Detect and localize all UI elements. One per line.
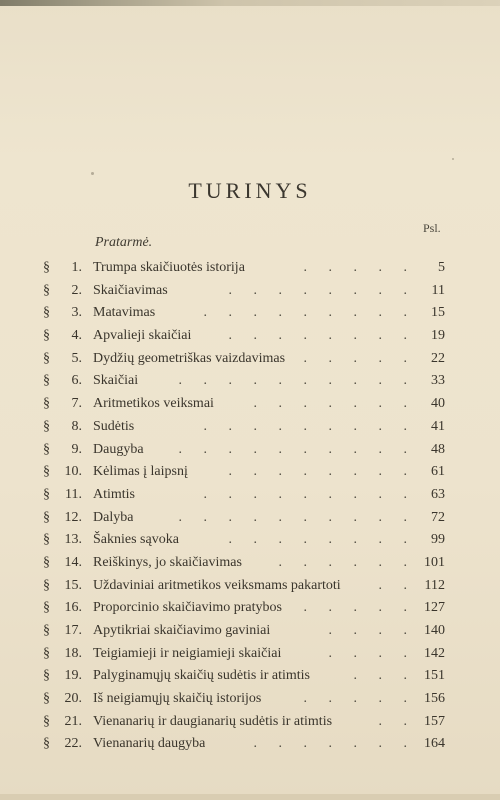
- section-number: 17.: [64, 623, 82, 638]
- section-sign: §: [43, 713, 50, 729]
- section-title: Proporcinio skaičiavimo pratybos: [93, 600, 282, 616]
- paper-speck: [452, 158, 454, 160]
- toc-entry: [0, 439, 500, 462]
- section-sign: §: [43, 623, 50, 638]
- section-sign: §: [43, 668, 50, 684]
- toc-entry: [0, 552, 500, 575]
- toc-entry: [0, 348, 500, 371]
- dot-leader: . .: [378, 577, 416, 593]
- page-edge-bottom: [0, 794, 500, 800]
- toc-entry: [0, 711, 500, 734]
- page-number: 151: [424, 668, 445, 684]
- section-title: Sudėtis: [93, 418, 135, 434]
- dot-leader: . . . . . . . . . .: [178, 373, 416, 389]
- toc-entry: [0, 325, 500, 348]
- section-number: 21.: [64, 713, 82, 729]
- section-title: Iš neigiamųjų skaičių istorijos: [93, 691, 262, 707]
- dot-leader: . . . .: [328, 645, 416, 661]
- dot-leader: . . . . . . . . .: [203, 418, 416, 434]
- section-title: Matavimas: [93, 305, 156, 321]
- section-title: Dalyba: [93, 509, 134, 525]
- page-number: 15: [431, 305, 445, 321]
- toc-entry: [0, 484, 500, 507]
- section-sign: §: [43, 464, 50, 480]
- section-title: Vienanarių ir daugianarių sudėtis ir atimtis: [93, 713, 333, 729]
- section-title: Skaičiai: [93, 373, 139, 389]
- toc-entry: [0, 507, 500, 530]
- section-title: Apytikriai skaičiavimo gaviniai: [93, 623, 271, 638]
- section-number: 1.: [71, 260, 82, 275]
- dot-leader: . . . . . . .: [253, 396, 416, 412]
- section-number: 4.: [71, 328, 82, 344]
- dot-leader: . . . .: [328, 623, 416, 638]
- page-number: 101: [424, 554, 445, 570]
- section-title: Apvalieji skaičiai: [93, 328, 192, 344]
- toc-entry: [0, 416, 500, 439]
- dot-leader: . . . . .: [303, 691, 416, 707]
- section-sign: §: [43, 486, 50, 502]
- section-title: Daugyba: [93, 441, 144, 457]
- section-sign: §: [43, 532, 50, 548]
- dot-leader: . . . . . . .: [253, 736, 416, 752]
- section-sign: §: [43, 418, 50, 434]
- paper-speck: [91, 172, 94, 175]
- dot-leader: . . . . . .: [278, 554, 416, 570]
- page-number: 142: [424, 645, 445, 661]
- page-number: 140: [424, 623, 445, 638]
- toc-entry: [0, 461, 500, 484]
- section-number: 9.: [71, 441, 82, 457]
- section-sign: §: [43, 373, 50, 389]
- toc-entry: [0, 688, 500, 711]
- section-number: 20.: [64, 691, 82, 707]
- dot-leader: . . . . . . . . .: [203, 305, 416, 321]
- section-sign: §: [43, 691, 50, 707]
- section-number: 2.: [71, 282, 82, 298]
- dot-leader: . . . . . . . .: [228, 328, 416, 344]
- page-number: 33: [431, 373, 445, 389]
- section-number: 13.: [64, 532, 82, 548]
- section-number: 18.: [64, 645, 82, 661]
- page-title: TURINYS: [188, 178, 312, 203]
- section-title: Teigiamieji ir neigiamieji skaičiai: [93, 645, 282, 661]
- section-number: 7.: [71, 396, 82, 412]
- section-title: Palyginamųjų skaičių sudėtis ir atimtis: [93, 668, 310, 684]
- page-number: 40: [431, 396, 445, 412]
- page-number: 61: [431, 464, 445, 480]
- page-number: 72: [431, 509, 445, 525]
- toc-entry: [0, 733, 500, 756]
- section-sign: §: [43, 396, 50, 412]
- toc-entry: [0, 529, 500, 552]
- page-number: 41: [431, 418, 445, 434]
- dot-leader: . . . . .: [303, 600, 416, 616]
- section-sign: §: [43, 260, 50, 275]
- section-number: 10.: [64, 464, 82, 480]
- dot-leader: . . . . .: [303, 260, 416, 275]
- section-sign: §: [43, 736, 50, 752]
- section-sign: §: [43, 282, 50, 298]
- section-number: 14.: [64, 554, 82, 570]
- section-title: Atimtis: [93, 486, 136, 502]
- table-of-contents: [0, 257, 500, 756]
- section-title: Vienanarių daugyba: [93, 736, 206, 752]
- section-title: Reiškinys, jo skaičiavimas: [93, 554, 242, 570]
- section-number: 19.: [64, 668, 82, 684]
- toc-entry: [0, 257, 500, 280]
- toc-entry: [0, 665, 500, 688]
- section-number: 6.: [71, 373, 82, 389]
- dot-leader: . . . . . . . . . .: [178, 441, 416, 457]
- dot-leader: . . .: [353, 668, 416, 684]
- dot-leader: . . . . . . . . .: [203, 486, 416, 502]
- section-sign: §: [43, 441, 50, 457]
- page-number: 99: [431, 532, 445, 548]
- dot-leader: . . . . . . . . . .: [178, 509, 416, 525]
- page-number: 127: [424, 600, 445, 616]
- section-number: 15.: [64, 577, 82, 593]
- section-sign: §: [43, 350, 50, 366]
- section-sign: §: [43, 645, 50, 661]
- dot-leader: . . . . . . . .: [228, 464, 416, 480]
- section-number: 8.: [71, 418, 82, 434]
- page-number: 164: [424, 736, 445, 752]
- section-sign: §: [43, 509, 50, 525]
- section-number: 12.: [64, 509, 82, 525]
- section-number: 3.: [71, 305, 82, 321]
- section-title: Trumpa skaičiuotės istorija: [93, 260, 245, 275]
- section-number: 16.: [64, 600, 82, 616]
- dot-leader: . .: [378, 713, 416, 729]
- preface-entry: Pratarmė.: [95, 235, 153, 250]
- page-number: 11: [431, 282, 445, 298]
- page-column-header: Psl.: [423, 221, 441, 235]
- section-title: Kėlimas į laipsnį: [93, 464, 188, 480]
- section-sign: §: [43, 305, 50, 321]
- section-title: Uždaviniai aritmetikos veiksmams pakartoti: [93, 577, 341, 593]
- page-number: 156: [424, 691, 445, 707]
- page-number: 157: [424, 713, 445, 729]
- section-title: Šaknies sąvoka: [93, 532, 179, 548]
- section-number: 22.: [64, 736, 82, 752]
- toc-entry: [0, 302, 500, 325]
- section-title: Aritmetikos veiksmai: [93, 396, 214, 412]
- dot-leader: . . . . . . . .: [228, 532, 416, 548]
- dot-leader: . . . . .: [303, 350, 416, 366]
- toc-entry: [0, 575, 500, 598]
- toc-entry: [0, 597, 500, 620]
- page-number: 5: [438, 260, 445, 275]
- toc-entry: [0, 393, 500, 416]
- section-number: 5.: [71, 350, 82, 366]
- page-number: 63: [431, 486, 445, 502]
- section-sign: §: [43, 328, 50, 344]
- section-title: Skaičiavimas: [93, 282, 168, 298]
- section-sign: §: [43, 554, 50, 570]
- dot-leader: . . . . . . . .: [228, 282, 416, 298]
- page-number: 19: [431, 328, 445, 344]
- page-number: 112: [424, 577, 445, 593]
- toc-entry: [0, 280, 500, 303]
- toc-entry: [0, 643, 500, 666]
- page-number: 48: [431, 441, 445, 457]
- toc-entry: [0, 620, 500, 643]
- toc-entry: [0, 370, 500, 393]
- page-number: 22: [431, 350, 445, 366]
- section-sign: §: [43, 600, 50, 616]
- page-edge-top: [0, 0, 500, 6]
- section-number: 11.: [65, 486, 82, 502]
- section-sign: §: [43, 577, 50, 593]
- section-title: Dydžių geometriškas vaizdavimas: [93, 350, 286, 366]
